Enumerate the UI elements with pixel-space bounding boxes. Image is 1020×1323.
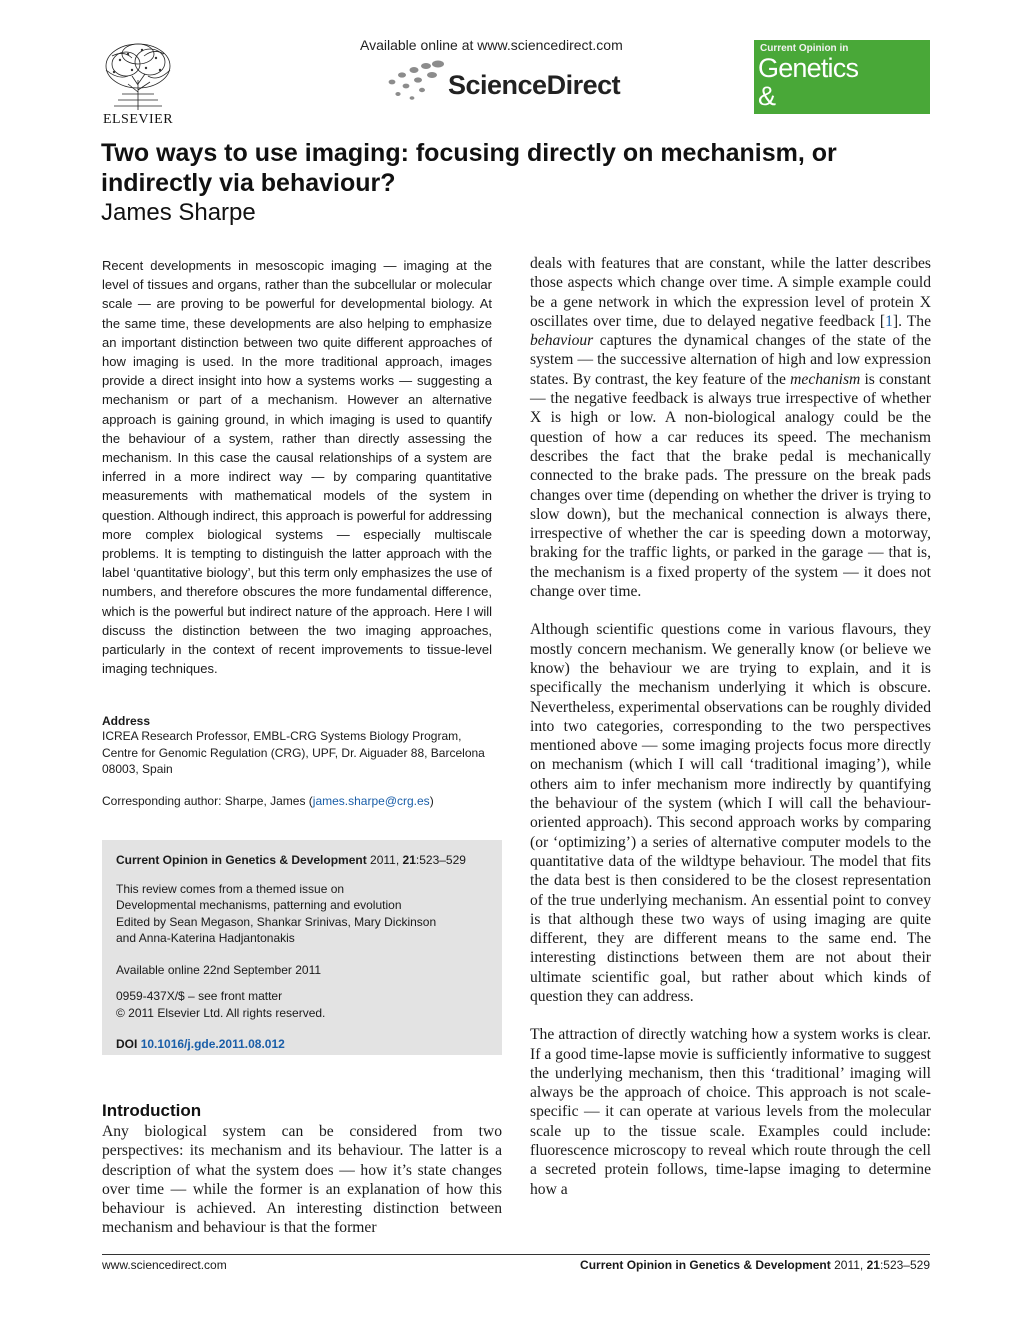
available-online-text: Available online at www.sciencedirect.com — [360, 37, 623, 53]
sciencedirect-dots-icon — [386, 58, 446, 102]
edited-line2: and Anna-Katerina Hadjantonakis — [116, 931, 295, 945]
available-online-date: Available online 22nd September 2011 — [116, 962, 322, 977]
copyright-line: © 2011 Elsevier Ltd. All rights reserved. — [116, 1005, 326, 1020]
elsevier-wordmark: ELSEVIER — [102, 112, 174, 127]
footer-citation — [580, 1258, 930, 1272]
edited-line1: Edited by Sean Megason, Shankar Srinivas, Mary Dickinson — [116, 914, 437, 929]
sciencedirect-wordmark: ScienceDirect — [448, 70, 621, 100]
corresponding-author — [102, 793, 492, 810]
body-paragraph-1 — [530, 254, 931, 601]
body-paragraph-2: Although scientific questions come in various flavours, they mostly concern mechanism. We generally know (or believe we know) the behaviour we are trying to explain, and it is specifically the mechanism underlying it which is obscure. Nevertheless, experimental observations can be roughly divided into two categories, corresponding to the two perspectives mentioned above — some imaging projects focus more directly on mechanism (which I will call ‘traditional imaging’), while others aim to infer mechanism more indirectly by quantifying the behaviour of the system (which I will call the behaviour-oriented approach). This second approach works by comparing (or ‘optimizing’) a series of alternative computer models to the quantitative data of the wildtype behaviour. The model that fits the data best is then considered to be the closest representation of the true underlying mechanism. An essential point to convey is that although these two ways of using imaging are quite different, they are different means to the same end. The interesting distinctions between them are not about their ultimate scientific goal, but rather about which kinds of question they can address. — [530, 621, 931, 1005]
body-paragraph-3: The attraction of directly watching how a system works is clear. If a good time-lapse movie is sufficiently informative to suggest the underlying mechanism, then this ‘traditional’ imaging will always be the approach of choice. This approach is not scale-specific — it can operate at various levels from the molecular scale up to the tissue scale. Examples could include: fluorescence microscopy to reveal which route through the cell a secreted protein follows, time-lapse imaging to determine how a — [530, 1026, 931, 1198]
p1-text-c: captures the dynamical changes of the state of the system — the successive alternation of high and low expression states. By contrast, the key feature of the — [530, 332, 931, 388]
footer-year: 2011, — [834, 1258, 864, 1272]
journal-logo-line1: Current Opinion in — [760, 43, 849, 54]
footer-volume: 21 — [866, 1258, 880, 1272]
abstract: Recent developments in mesoscopic imaging — imaging at the level of tissues and organs, rather than the subcellular or molecular scale — are proving to be powerful for developmental biology. At the same time, these developments are also helping to emphasize an important distinction between two quite different approaches of how imaging is used. In the more traditional approach, images provide a direct insight into how a systems works — suggesting a mechanism or part of a mechanism. However an alternative approach is gaining ground, in which imaging is used to quantify the behaviour of a system, rather than directly assessing the mechanism. In this case the causal relationships of a system are inferred in a more indirect way — by comparing quantitative measurements with mathematical models of the system in question. Although indirect, this approach is powerful for addressing more complex biological systems — especially multiscale problems. It is tempting to distinguish the latter approach with the label ‘quantitative biology’, but this term only emphasizes the use of numbers, and therefore obscures the more fundamental difference, which is the powerful but indirect nature of the approach. Here I will discuss the distinction between the two imaging approaches, particularly in the context of recent improvements to tissue-level imaging techniques. — [102, 258, 492, 677]
footer-pages: :523–529 — [879, 1258, 930, 1272]
issn-line: 0959-437X/$ – see front matter — [116, 989, 283, 1003]
elsevier-tree-icon — [98, 40, 178, 112]
journal-logo[interactable] — [754, 40, 930, 142]
address-heading: Address — [102, 714, 151, 729]
citation-year: 2011, — [370, 853, 400, 867]
p1-emphasis-mechanism: mechanism — [790, 370, 861, 388]
sciencedirect-logo[interactable] — [386, 58, 626, 102]
doi-line — [116, 1036, 490, 1053]
theme-line1: This review comes from a themed issue on — [116, 881, 345, 896]
doi-link[interactable]: 10.1016/j.gde.2011.08.012 — [140, 1037, 285, 1051]
footer-journal: Current Opinion in Genetics & Development — [580, 1258, 831, 1272]
left-column — [102, 256, 492, 809]
citation-journal: Current Opinion in Genetics & Development — [116, 853, 367, 867]
doi-label: DOI — [116, 1037, 138, 1051]
article-info-box — [102, 840, 502, 1055]
right-column — [530, 254, 931, 1199]
citation-line — [116, 852, 490, 869]
elsevier-logo — [98, 40, 178, 128]
journal-logo-line3: & Development — [758, 81, 909, 142]
address-text: ICREA Research Professor, EMBL-CRG Systems Biology Program, Centre for Genomic Regulation (CRG), UPF, Dr. Aiguader 88, Barcelona 08003, Spain — [102, 729, 485, 777]
article-title: Two ways to use imaging: focusing directly on mechanism, or indirectly via behaviour? — [101, 139, 837, 197]
footer-divider — [102, 1254, 930, 1255]
p1-text-b: ]. The — [892, 312, 932, 330]
p1-text-a: deals with features that are constant, while the latter describes those aspects which change over time. A simple example could be a gene network in which the expression level of protein X oscillates over time, due to delayed negative feedback [ — [530, 255, 931, 330]
email-link[interactable]: james.sharpe@crg.es — [312, 793, 430, 808]
journal-logo-line2: Genetics — [758, 53, 859, 83]
theme-line2: Developmental mechanisms, patterning and evolution — [116, 898, 402, 912]
introduction-section — [102, 1101, 502, 1238]
citation-pages: :523–529 — [415, 853, 466, 867]
corresponding-prefix: Corresponding author: Sharpe, James ( — [102, 793, 313, 808]
author-name: James Sharpe — [101, 199, 256, 226]
citation-volume: 21 — [402, 853, 416, 867]
footer-website[interactable]: www.sciencedirect.com — [102, 1258, 227, 1272]
reference-link-1[interactable]: 1 — [885, 312, 893, 330]
introduction-paragraph: Any biological system can be considered from two perspectives: its mechanism and its behaviour. The latter is a description of what the system does — how it’s state changes over time — while the former is an explanation of how this behaviour is achieved. An interesting distinction between mechanism and behaviour is that the former — [102, 1123, 502, 1237]
introduction-heading: Introduction — [102, 1101, 202, 1120]
p1-text-d: is constant — the negative feedback is always true irrespective of whether X is high or low. A non-biological analogy could be the question of how a car reduces its speed. The mechanism describes the fact that the brake pedal is mechanically connected to the brake pads. The pressure on the break pads changes over time (depending on whether the driver is trying to slow down), but the mechanical connection is always there, irrespective of whether the car is speeding down a motorway, braking for the traffic lights, or parked in the garage — that is, the mechanism is a fixed property of the system — it does not change over time. — [530, 370, 931, 601]
corresponding-suffix: ) — [429, 793, 434, 808]
p1-emphasis-behaviour: behaviour — [530, 332, 594, 350]
